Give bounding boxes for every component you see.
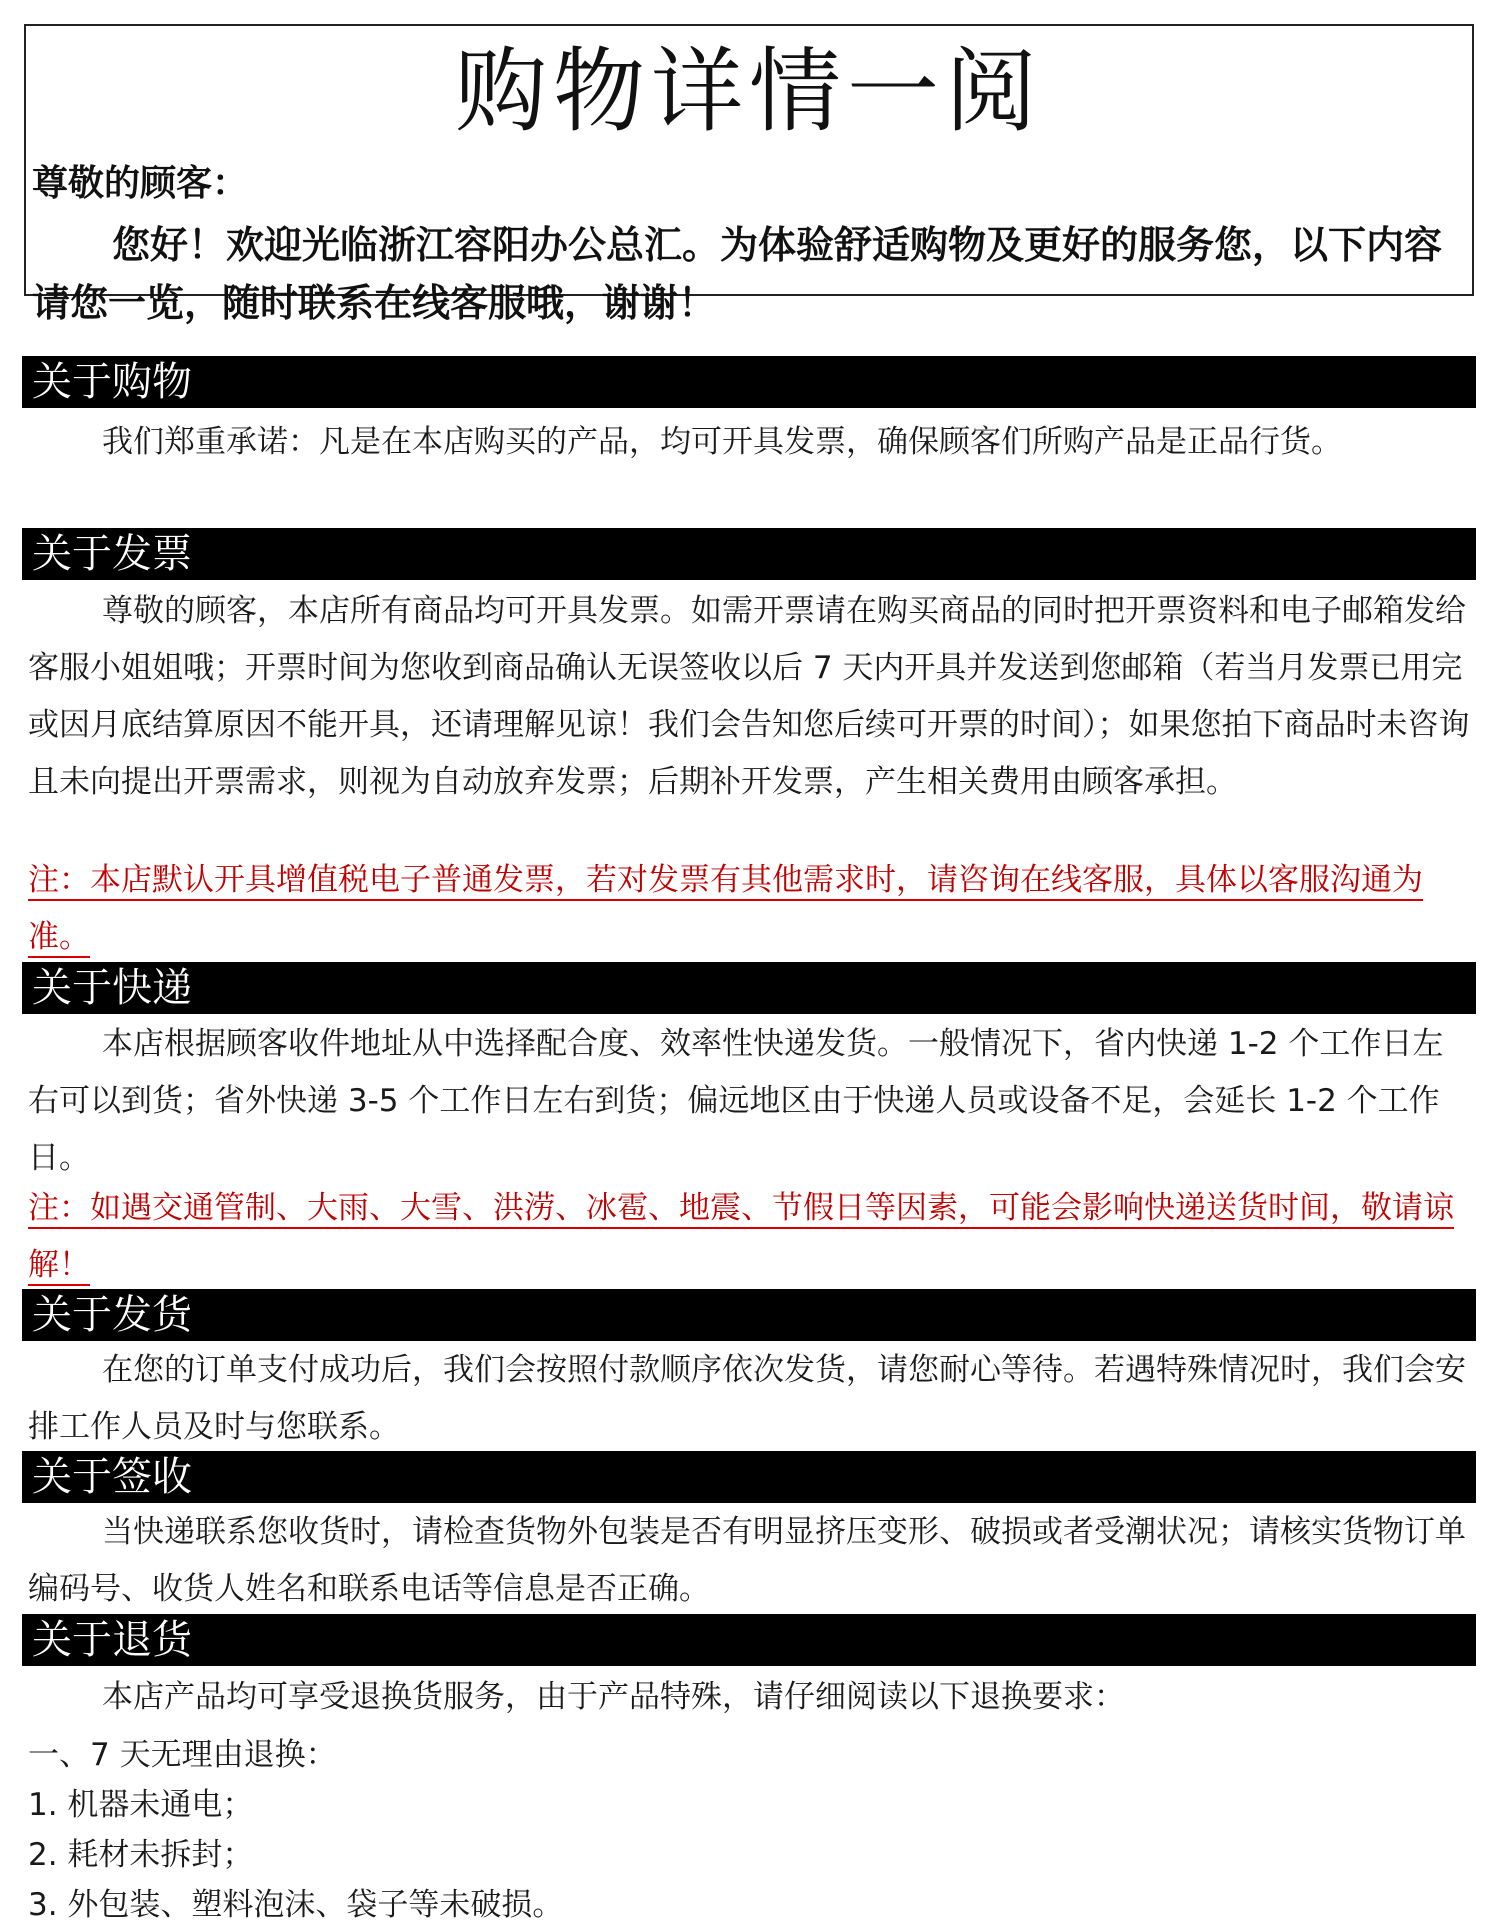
express-note	[28, 1180, 1474, 1294]
returns-item: 1. 机器未通电；	[28, 1787, 254, 1823]
express-note-text: 注：如遇交通管制、大雨、大雪、洪涝、冰雹、地震、节假日等因素，可能会影响快递送货时间，敬请谅解！	[28, 1190, 1454, 1286]
section-heading-signing: 关于签收	[22, 1451, 1476, 1503]
shopping-paragraph: 我们郑重承诺：凡是在本店购买的产品，均可开具发票，确保顾客们所购产品是正品行货。	[102, 424, 1342, 460]
section-heading-returns: 关于退货	[22, 1614, 1476, 1666]
intro-box	[24, 24, 1474, 325]
express-paragraph: 本店根据顾客收件地址从中选择配合度、效率性快递发货。一般情况下，省内快递 1-2 个工作日左右可以到货；省外快递 3-5 个工作日左右到货；偏远地区由于快递人员或设备不足，会延长 1-2 个工作日。	[28, 1026, 1444, 1176]
invoice-paragraph: 尊敬的顾客，本店所有商品均可开具发票。如需开票请在购买商品的同时把开票资料和电子邮箱发给客服小姐姐哦；开票时间为您收到商品确认无误签收以后 7 天内开具并发送到您邮箱（若当月发票已用完或因月底结算原因不能开具，还请理解见谅！我们会告知您后续可开票的时间）；如果您拍下商品时未咨询且未向提出开票需求，则视为自动放弃发票；后期补开发票，产生相关费用由顾客承担。	[28, 593, 1470, 800]
returns-rule-title: 一、7 天无理由退换：	[28, 1737, 337, 1773]
returns-paragraph: 本店产品均可享受退换货服务，由于产品特殊，请仔细阅读以下退换要求：	[102, 1679, 1125, 1715]
invoice-note	[28, 852, 1474, 966]
page-title: 购物详情一阅	[454, 38, 1043, 145]
section-heading-express: 关于快递	[22, 962, 1476, 1014]
returns-item: 3. 外包装、塑料泡沫、袋子等未破损。	[28, 1887, 564, 1923]
welcome-text: 您好！欢迎光临浙江容阳办公总汇。为体验舒适购物及更好的服务您，以下内容请您一览，随时联系在线客服哦，谢谢！	[32, 222, 1443, 325]
section-heading-shipping: 关于发货	[22, 1289, 1476, 1341]
section-heading-shopping: 关于购物	[22, 356, 1476, 408]
signing-paragraph: 当快递联系您收货时，请检查货物外包装是否有明显挤压变形、破损或者受潮状况；请核实货物订单编码号、收货人姓名和联系电话等信息是否正确。	[28, 1514, 1466, 1607]
returns-item: 2. 耗材未拆封；	[28, 1837, 254, 1873]
greeting-text: 尊敬的顾客：	[32, 162, 249, 204]
invoice-note-text: 注：本店默认开具增值税电子普通发票，若对发票有其他需求时，请咨询在线客服，具体以客服沟通为准。	[28, 862, 1423, 958]
shipping-paragraph: 在您的订单支付成功后，我们会按照付款顺序依次发货，请您耐心等待。若遇特殊情况时，我们会安排工作人员及时与您联系。	[28, 1352, 1466, 1445]
section-heading-invoice: 关于发票	[22, 528, 1476, 580]
